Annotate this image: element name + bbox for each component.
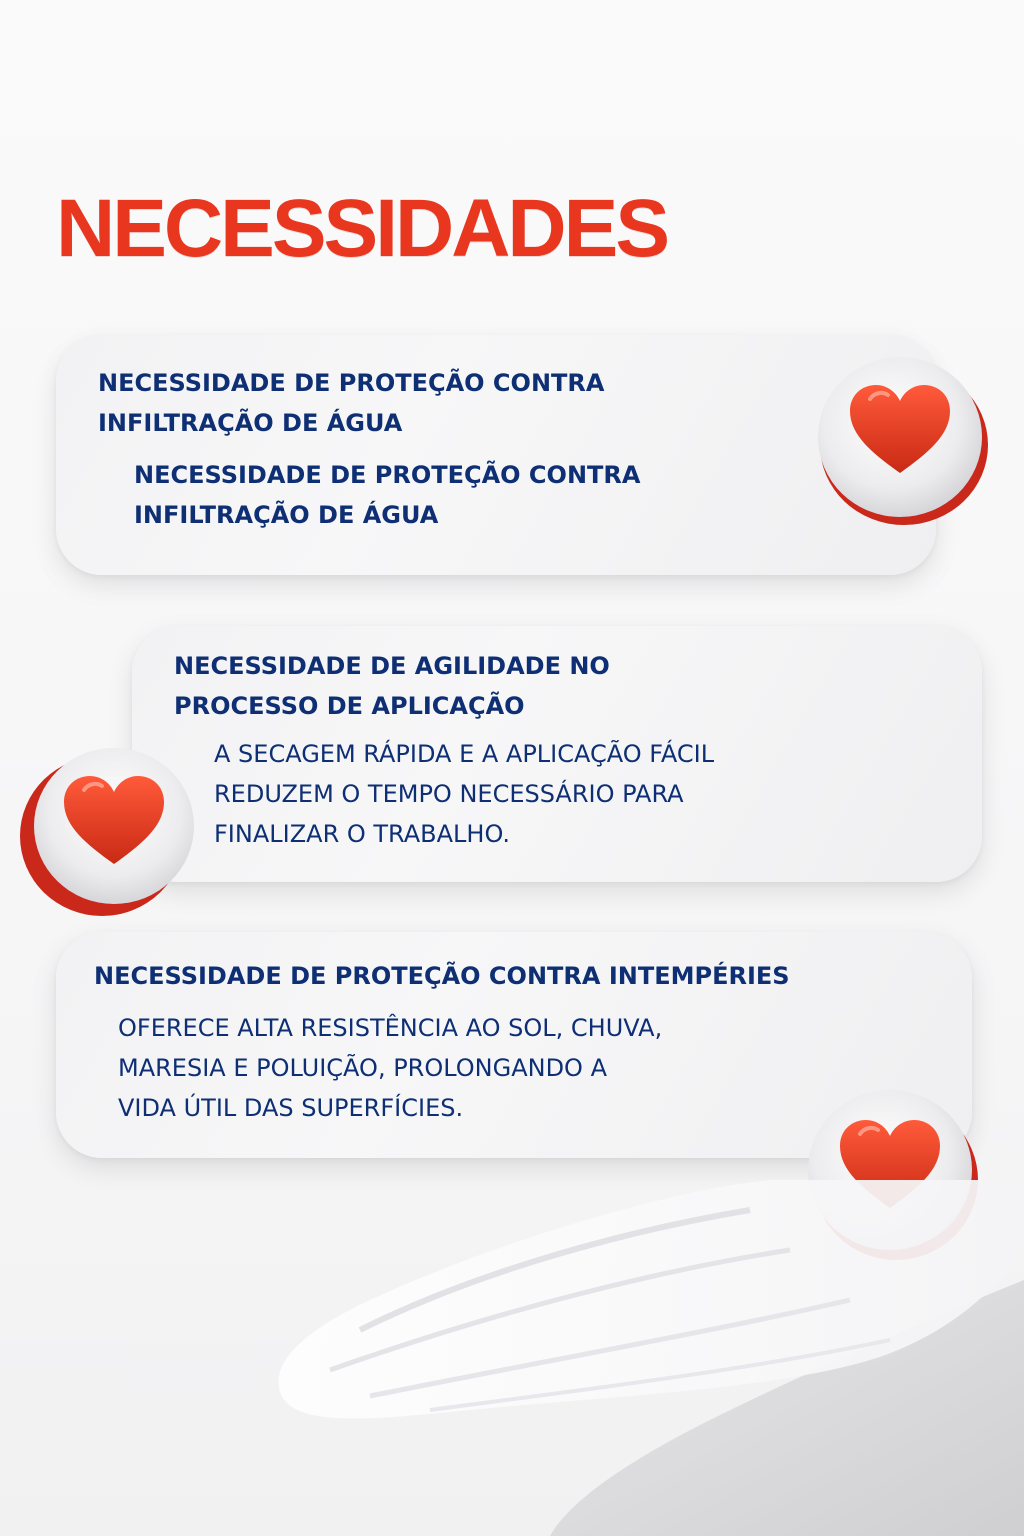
page-title: NECESSIDADES — [56, 183, 668, 274]
paint-brush-stroke-image — [250, 1160, 1024, 1536]
card-text: OFERECE ALTA RESISTÊNCIA AO SOL, CHUVA, MARESIA E POLUIÇÃO, PROLONGANDO A VIDA ÚTIL DAS SUPERFÍCIES. — [118, 1014, 663, 1122]
heart-icon — [812, 345, 992, 525]
card-heading: NECESSIDADE DE PROTEÇÃO CONTRA INFILTRAÇÃO DE ÁGUA — [98, 369, 605, 437]
card-heading: NECESSIDADE DE PROTEÇÃO CONTRA INTEMPÉRIES — [94, 962, 790, 990]
card-text: NECESSIDADE DE PROTEÇÃO CONTRA INFILTRAÇÃO DE ÁGUA — [134, 461, 641, 529]
need-card-application-agility — [132, 626, 982, 882]
need-card-water-protection — [56, 335, 936, 575]
heart-icon — [18, 738, 198, 918]
card-text: A SECAGEM RÁPIDA E A APLICAÇÃO FÁCIL REDUZEM O TEMPO NECESSÁRIO PARA FINALIZAR O TRABALHO. — [214, 740, 715, 848]
card-heading: NECESSIDADE DE AGILIDADE NO PROCESSO DE APLICAÇÃO — [174, 652, 610, 720]
